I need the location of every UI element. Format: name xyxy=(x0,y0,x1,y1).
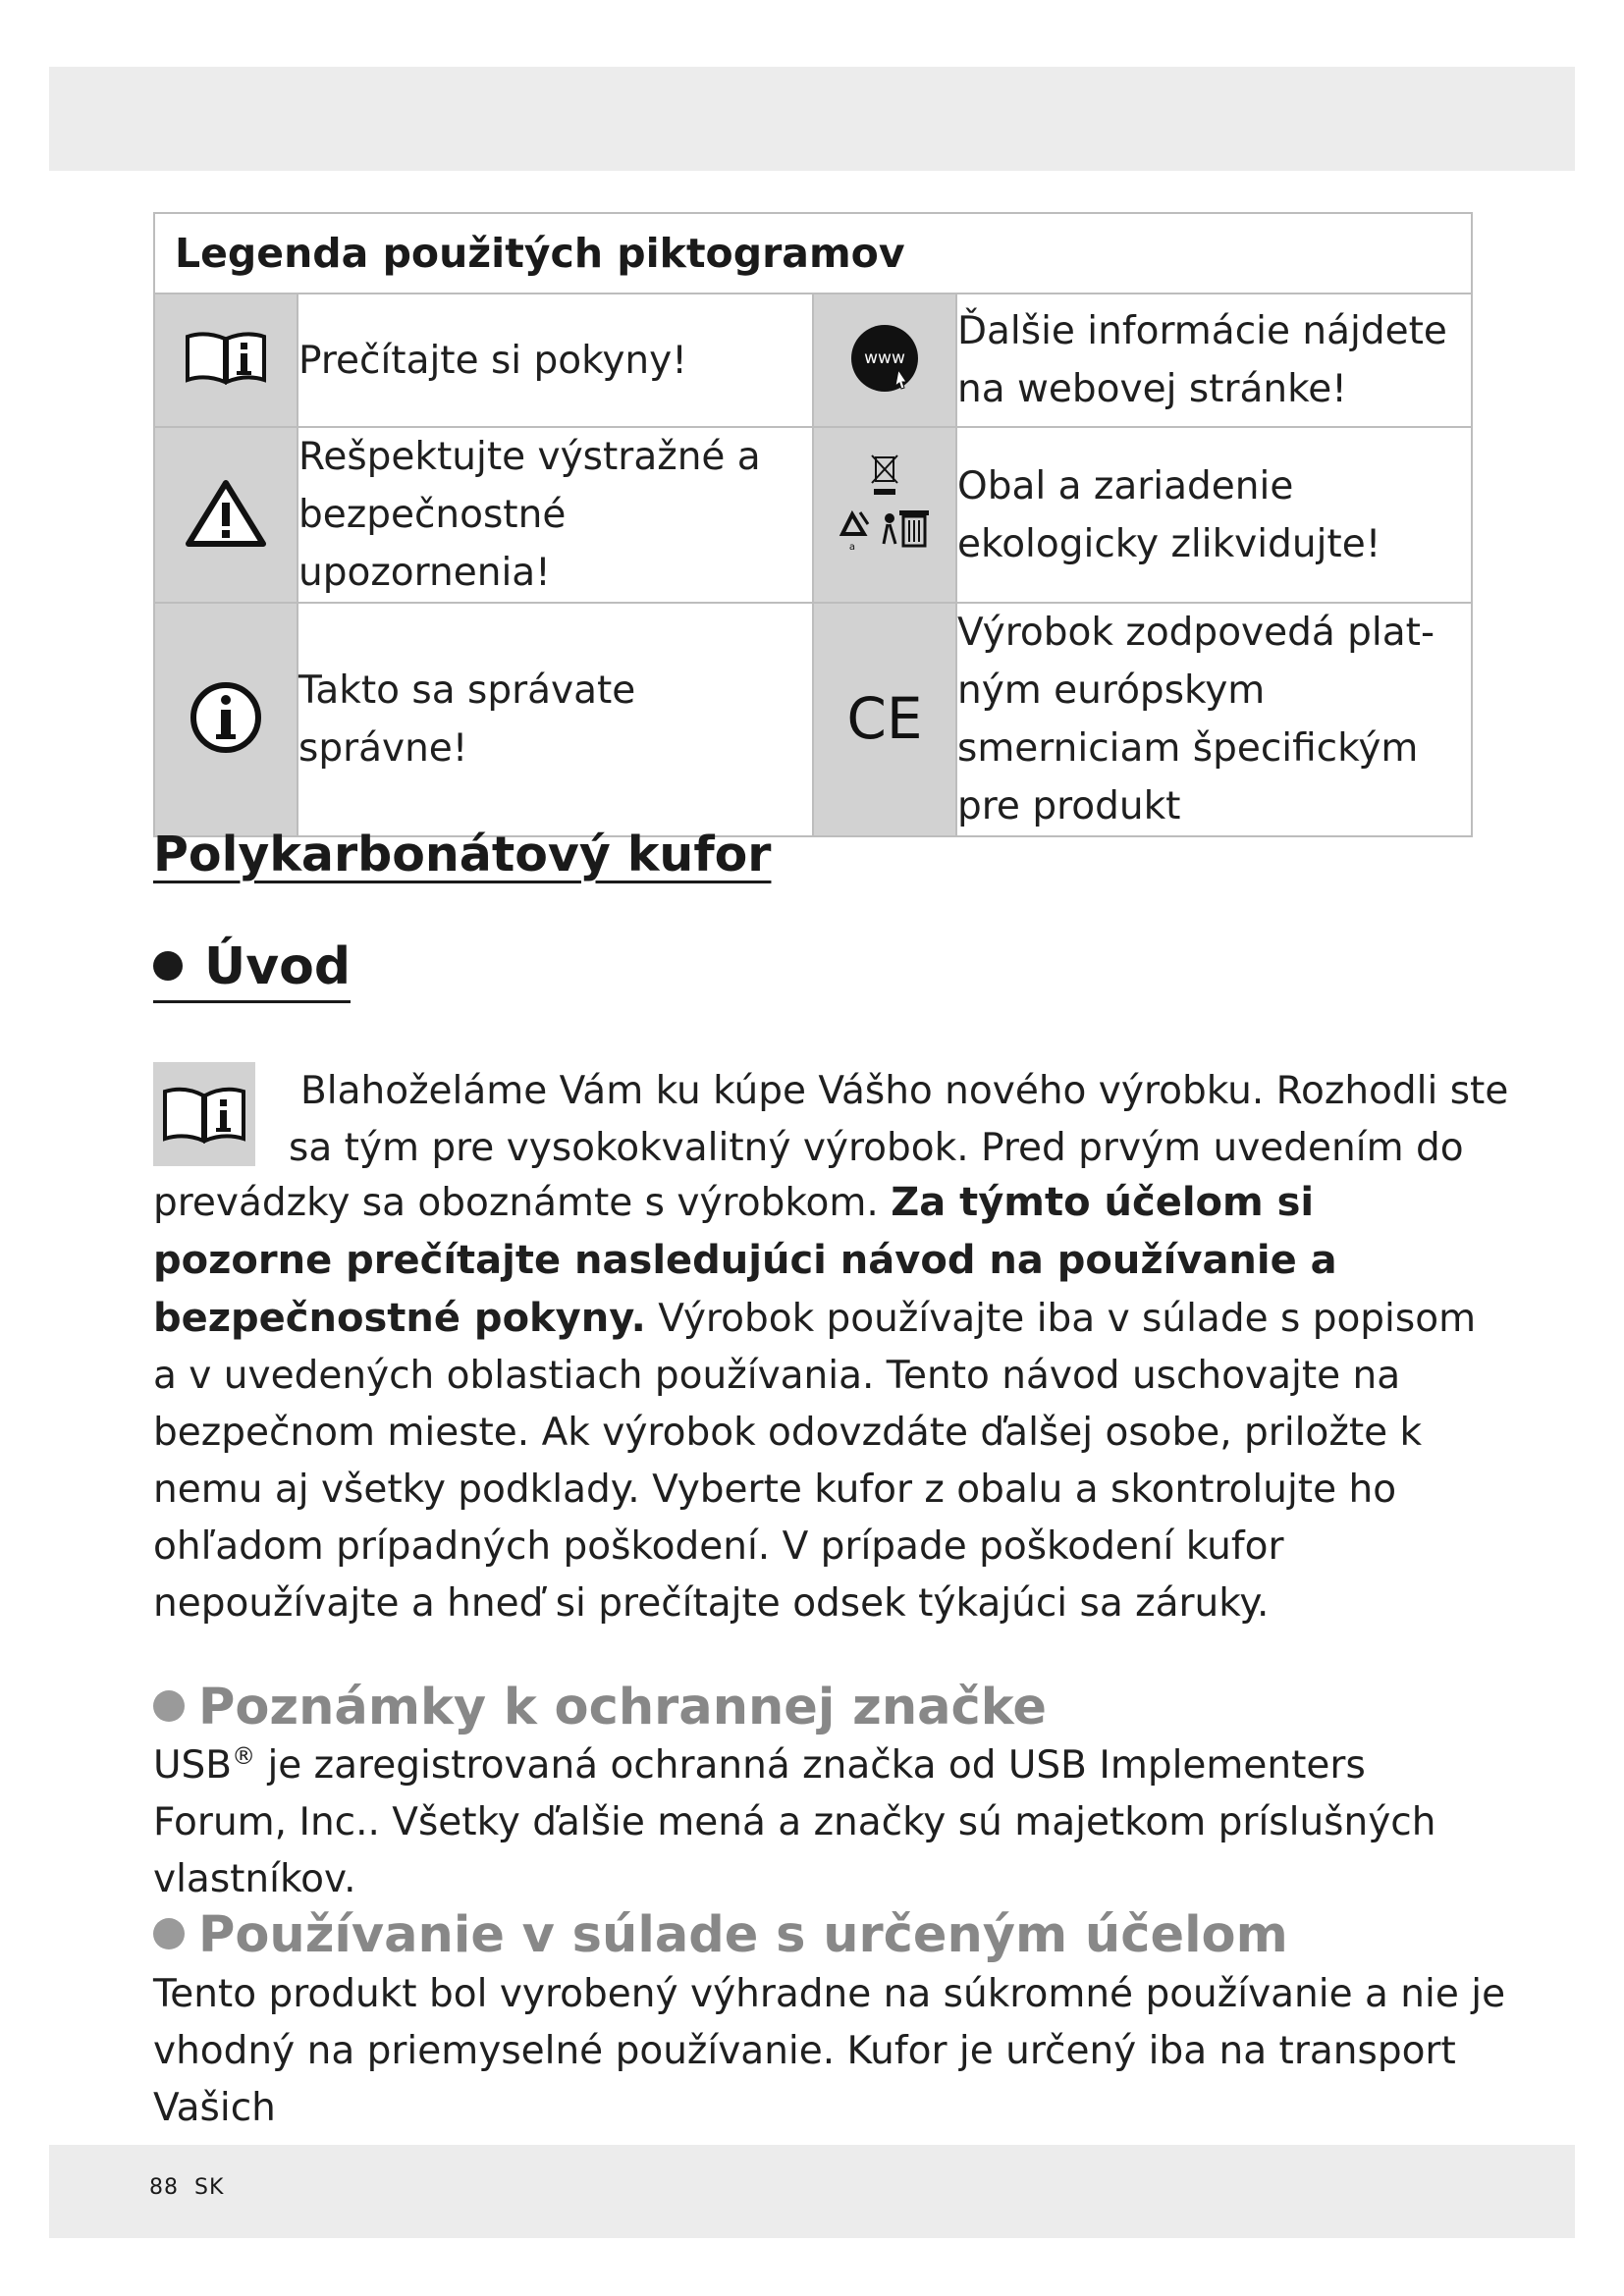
legend-text: Prečítajte si pokyny! xyxy=(298,294,813,427)
www-icon xyxy=(813,294,956,427)
section-heading-intended-use: Používanie v súlade s určeným účelom xyxy=(153,1906,1288,1964)
section-heading-trademark: Poznámky k ochrannej značke xyxy=(153,1679,1047,1736)
intro-line: Blahoželáme Vám ku kúpe Vášho nového výrobku. Rozhodli ste xyxy=(300,1069,1509,1113)
recycling-disposal-icon xyxy=(813,427,956,603)
svg-text:a: a xyxy=(848,541,856,553)
pictogram-legend-table xyxy=(153,212,1473,837)
read-instructions-icon xyxy=(153,1062,255,1166)
legend-text: Výrobok zodpovedá plat-ným európskym smerniciam špecifickým pre produkt xyxy=(956,603,1472,836)
header-band xyxy=(49,67,1575,171)
bullet-icon xyxy=(153,951,183,981)
legend-text: Rešpektujte výstražné a bezpečnostné upozornenia! xyxy=(298,427,813,603)
bullet-icon xyxy=(153,1918,185,1949)
intro-bold-text: Za týmto účelom si pozorne prečítajte nasledujúci návod na používanie a bezpečnostné pokyny. xyxy=(153,1180,1337,1341)
page-title: Polykarbonátový kufor xyxy=(153,827,772,882)
legend-text: Takto sa správate správne! xyxy=(298,603,813,836)
svg-text:www: www xyxy=(864,348,905,368)
info-circle-icon xyxy=(154,603,298,836)
read-instructions-icon xyxy=(154,294,298,427)
legend-heading: Legenda použitých piktogramov xyxy=(154,213,1472,294)
intro-paragraph: prevádzky sa oboznámte s výrobkom. Za týmto účelom si pozorne prečítajte nasledujúci návod na používanie a bezpečnostné pokyny. Výrobok používajte iba v súlade s popisom a v uvedených oblastiach používania. Tento návod uschovajte na bezpečnom mieste. Ak výrobok odovzdáte ďalšej osobe, priložte k nemu aj všetky podklady. Vyberte kufor z obalu a skontrolujte ho ohľadom prípadných poškodení. V prípade poškodení kufor nepoužívajte a hneď si prečítajte odsek týkajúci sa záruky. xyxy=(153,1180,1477,1626)
legend-text: Obal a zariadenie ekologicky zlikvidujte! xyxy=(956,427,1472,603)
svg-text:CE: CE xyxy=(846,685,923,752)
ce-mark-icon xyxy=(813,603,956,836)
intro-line: sa tým pre vysokokvalitný výrobok. Pred prvým uvedením do xyxy=(289,1126,1464,1170)
page-footer xyxy=(149,2175,224,2200)
page-number: 88 xyxy=(149,2175,179,2200)
legend-row xyxy=(154,294,1472,427)
legend-text: Ďalšie informácie nájdete na webovej stránke! xyxy=(956,294,1472,427)
footer-band xyxy=(49,2145,1575,2238)
legend-row xyxy=(154,603,1472,836)
intended-use-paragraph: Tento produkt bol vyrobený výhradne na súkromné používanie a nie je vhodný na priemyselné používanie. Kufor je určený iba na transport Vašich xyxy=(153,1972,1506,2130)
warning-triangle-icon xyxy=(154,427,298,603)
legend-row xyxy=(154,427,1472,603)
language-code: SK xyxy=(194,2175,225,2200)
bullet-icon xyxy=(153,1690,185,1722)
trademark-paragraph: USB® je zaregistrovaná ochranná značka od USB Implementers Forum, Inc.. Všetky ďalšie mená a značky sú majetkom príslušných vlastníkov. xyxy=(153,1742,1436,1901)
section-heading-intro: Úvod xyxy=(153,937,351,1003)
